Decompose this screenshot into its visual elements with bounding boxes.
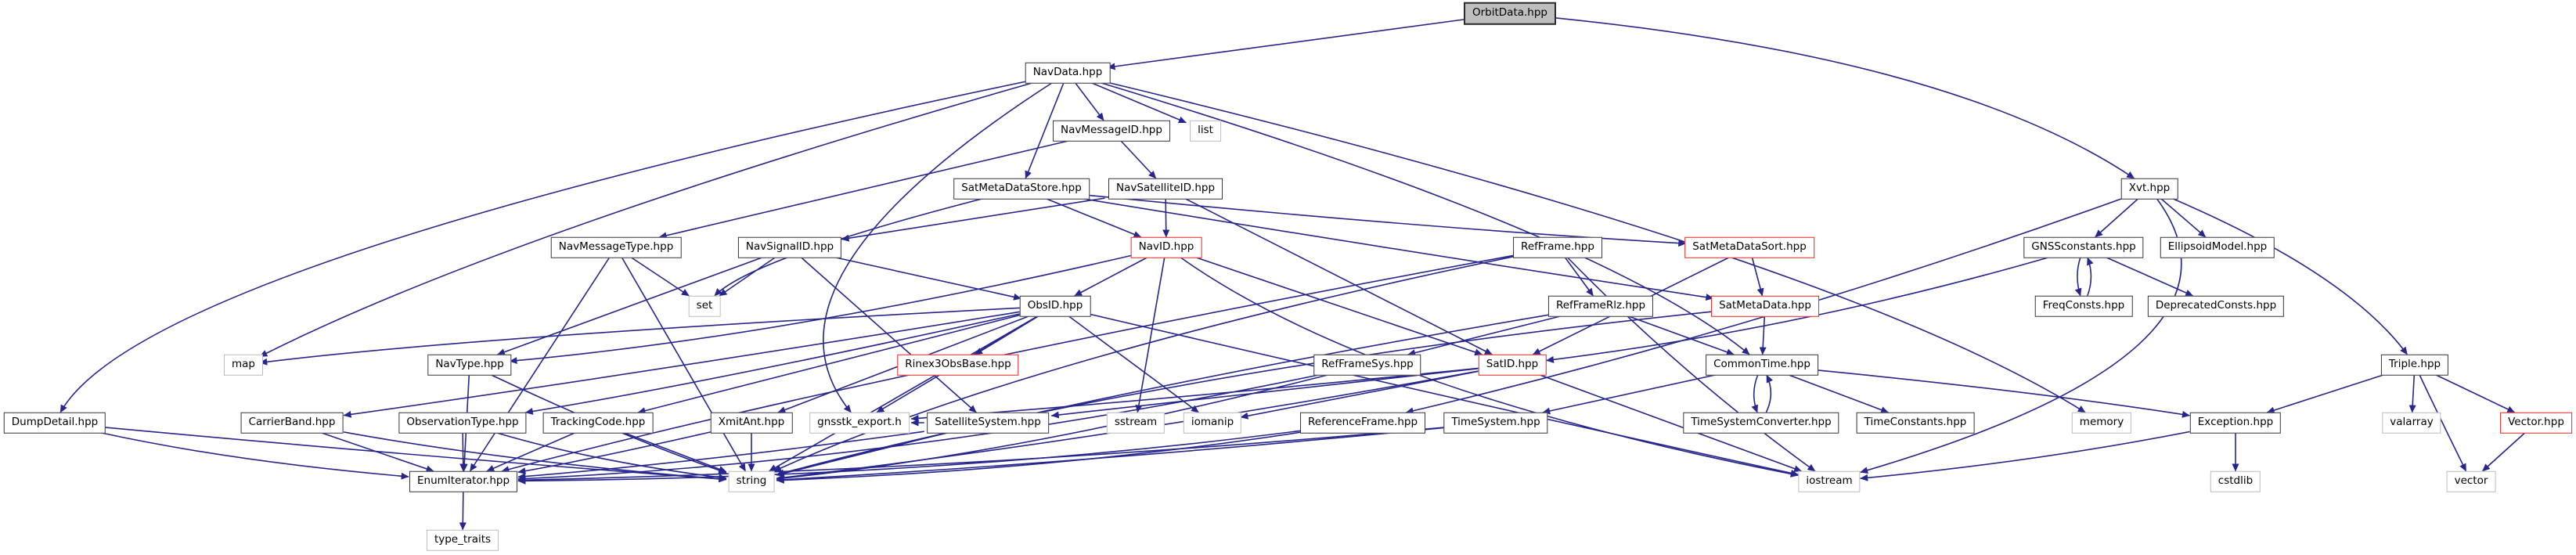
graph-node-map[interactable]: map — [224, 355, 263, 376]
edge-Xvt-to-EllipsoidModel — [2161, 199, 2206, 237]
edge-OrbitData-to-NavData — [1108, 20, 1464, 67]
graph-node-EllipsoidModel[interactable]: EllipsoidModel.hpp — [2160, 237, 2275, 258]
graph-node-DumpDetail[interactable]: DumpDetail.hpp — [4, 413, 106, 434]
graph-node-RefFrame[interactable]: RefFrame.hpp — [1513, 237, 1602, 258]
edge-SatMetaData-to-CommonTime — [1763, 316, 1765, 355]
graph-node-ObservationType[interactable]: ObservationType.hpp — [398, 413, 526, 434]
graph-node-SatMetaDataSort[interactable]: SatMetaDataSort.hpp — [1684, 237, 1814, 258]
graph-node-Xvt[interactable]: Xvt.hpp — [2121, 178, 2178, 200]
graph-node-Triple[interactable]: Triple.hpp — [2381, 355, 2448, 376]
edge-CommonTime-to-Exception — [1810, 369, 2189, 416]
edge-NavData-to-list — [1092, 83, 1186, 123]
edge-SatMetaDataStore-to-NavID — [1047, 199, 1141, 237]
edge-NavMessageID-to-NavSatelliteID — [1121, 141, 1156, 178]
graph-node-iostream[interactable]: iostream — [1798, 471, 1860, 492]
edge-GNSSconstants-to-FreqConsts — [2077, 258, 2081, 296]
graph-node-EnumIterator[interactable]: EnumIterator.hpp — [409, 471, 517, 492]
edge-CarrierBand-to-EnumIterator — [322, 433, 434, 471]
edge-Exception-to-iostream — [1861, 431, 2190, 478]
graph-node-valarray[interactable]: valarray — [2382, 413, 2441, 434]
edge-FreqConsts-to-GNSSconstants — [2088, 258, 2091, 296]
edge-CommonTime-to-TimeSystem — [1543, 375, 1716, 413]
graph-node-cstdlib[interactable]: cstdlib — [2210, 471, 2261, 492]
edge-NavID-to-ObsID — [1075, 258, 1147, 296]
edge-TimeSystem-to-EnumIterator — [518, 427, 1447, 481]
graph-node-Rinex3ObsBase[interactable]: Rinex3ObsBase.hpp — [897, 355, 1018, 376]
edge-Xvt-to-GNSSconstants — [2095, 199, 2138, 237]
edge-NavSignalID-to-SatelliteSystem — [802, 258, 977, 413]
graph-node-TimeConstants[interactable]: TimeConstants.hpp — [1857, 413, 1975, 434]
graph-node-XmitAnt[interactable]: XmitAnt.hpp — [711, 413, 793, 434]
graph-node-SatMetaData[interactable]: SatMetaData.hpp — [1711, 296, 1819, 317]
graph-node-TimeSystemConverter[interactable]: TimeSystemConverter.hpp — [1683, 413, 1839, 434]
edge-Triple-to-Vector — [2436, 375, 2515, 413]
edge-NavSignalID-to-ObsID — [836, 258, 1021, 298]
edge-NavData-to-NavMessageID — [1075, 83, 1104, 121]
graph-node-NavType[interactable]: NavType.hpp — [427, 355, 511, 376]
edge-SatMetaDataSort-to-SatMetaData — [1752, 258, 1762, 296]
graph-node-type_traits[interactable]: type_traits — [427, 530, 499, 551]
edge-Triple-to-valarray — [2412, 375, 2415, 413]
edge-NavMessageType-to-set — [632, 258, 690, 296]
graph-node-ObsID[interactable]: ObsID.hpp — [1020, 296, 1091, 317]
edge-CommonTime-to-TimeSystemConverter — [1754, 375, 1758, 413]
graph-node-gnsstk_export[interactable]: gnsstk_export.h — [809, 413, 910, 434]
graph-node-memory[interactable]: memory — [2072, 413, 2131, 434]
graph-node-string[interactable]: string — [729, 471, 775, 492]
edge-NavData-to-DumpDetail — [60, 81, 1028, 413]
edge-Xvt-to-Triple — [2173, 199, 2407, 355]
edge-DumpDetail-to-EnumIterator — [102, 433, 409, 477]
graph-node-DeprecatedConsts[interactable]: DeprecatedConsts.hpp — [2148, 296, 2284, 317]
graph-node-Exception[interactable]: Exception.hpp — [2190, 413, 2281, 434]
edge-TimeSystemConverter-to-CommonTime — [1766, 375, 1771, 413]
graph-node-RefFrameRlz[interactable]: RefFrameRlz.hpp — [1548, 296, 1653, 317]
edge-ObsID-to-iomanip — [1069, 316, 1199, 413]
graph-node-ReferenceFrame[interactable]: ReferenceFrame.hpp — [1300, 413, 1425, 434]
graph-node-FreqConsts[interactable]: FreqConsts.hpp — [2035, 296, 2133, 317]
graph-node-NavSignalID[interactable]: NavSignalID.hpp — [738, 237, 841, 258]
graph-node-NavSatelliteID[interactable]: NavSatelliteID.hpp — [1108, 178, 1223, 200]
edge-TrackingCode-to-EnumIterator — [487, 433, 575, 471]
edge-NavData-to-map — [260, 83, 1032, 356]
graph-node-SatMetaDataStore[interactable]: SatMetaDataStore.hpp — [953, 178, 1090, 200]
graph-node-TrackingCode[interactable]: TrackingCode.hpp — [543, 413, 654, 434]
graph-node-NavMessageType[interactable]: NavMessageType.hpp — [551, 237, 682, 258]
graph-node-sstream[interactable]: sstream — [1107, 413, 1165, 434]
graph-node-TimeSystem[interactable]: TimeSystem.hpp — [1443, 413, 1547, 434]
edge-NavSatelliteID-to-NavSignalID — [841, 198, 1104, 240]
edge-SatID-to-iomanip — [1241, 371, 1479, 417]
graph-node-vector[interactable]: vector — [2447, 471, 2496, 492]
graph-node-SatID[interactable]: SatID.hpp — [1479, 355, 1547, 376]
edge-Vector-to-vector — [2482, 433, 2524, 471]
graph-node-Vector[interactable]: Vector.hpp — [2500, 413, 2572, 434]
edge-RefFrameRlz-to-CommonTime — [1629, 316, 1735, 355]
graph-node-NavMessageID[interactable]: NavMessageID.hpp — [1053, 121, 1170, 142]
graph-node-iomanip[interactable]: iomanip — [1184, 413, 1241, 434]
graph-node-RefFrameSys[interactable]: RefFrameSys.hpp — [1313, 355, 1421, 376]
graph-node-list[interactable]: list — [1190, 121, 1221, 142]
edge-ObservationType-to-string — [497, 433, 726, 478]
graph-node-NavData[interactable]: NavData.hpp — [1025, 63, 1111, 84]
edge-OrbitData-to-Xvt — [1556, 18, 2135, 178]
graph-node-NavID[interactable]: NavID.hpp — [1131, 237, 1202, 258]
graph-node-OrbitData: OrbitData.hpp — [1464, 2, 1556, 25]
graph-node-GNSSconstants[interactable]: GNSSconstants.hpp — [2023, 237, 2143, 258]
graph-node-SatelliteSystem[interactable]: SatelliteSystem.hpp — [927, 413, 1049, 434]
graph-node-CommonTime[interactable]: CommonTime.hpp — [1706, 355, 1818, 376]
graph-node-set[interactable]: set — [689, 296, 721, 317]
edge-SatID-to-gnsstk_export — [911, 368, 1478, 419]
edge-CarrierBand-to-string — [344, 432, 726, 479]
edge-Triple-to-Exception — [2267, 375, 2383, 413]
graph-node-CarrierBand[interactable]: CarrierBand.hpp — [241, 413, 344, 434]
edge-CommonTime-to-TimeConstants — [1789, 375, 1888, 413]
